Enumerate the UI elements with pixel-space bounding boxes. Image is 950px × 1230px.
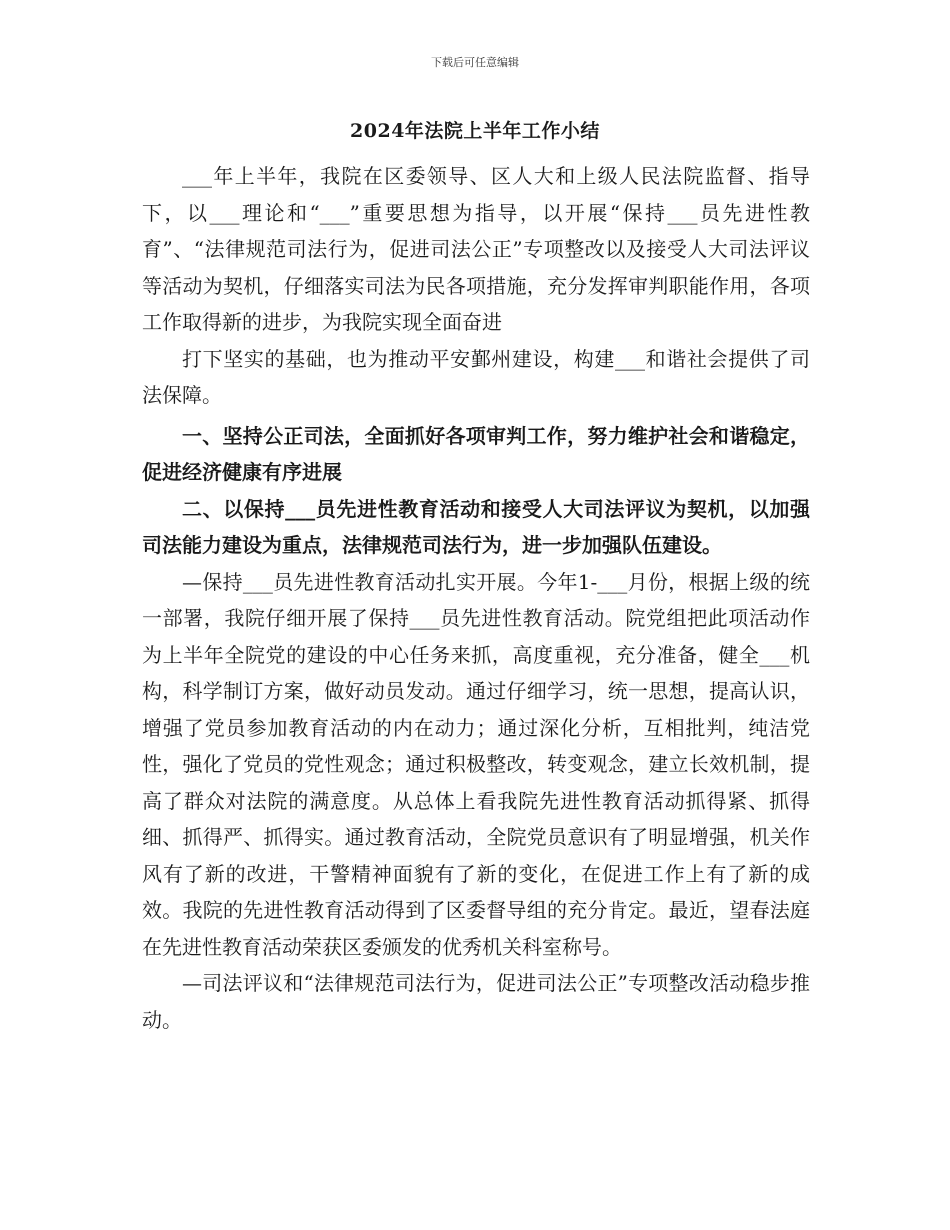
section-heading-2: 二、以保持___员先进性教育活动和接受人大司法评议为契机，以加强司法能力建设为重点，法律规范司法行为，进一步加强队伍建设。 [142,496,810,557]
document-body [142,158,810,1038]
section-heading-1: 一、坚持公正司法，全面抓好各项审判工作，努力维护社会和谐稳定，促进经济健康有序进展 [142,423,810,484]
document-title: 2024年法院上半年工作小结 [350,120,600,142]
paragraph-intro-continued: 打下坚实的基础，也为推动平安鄞州建设，构建___和谐社会提供了司法保障。 [142,346,810,407]
paragraph-intro: ___年上半年，我院在区委领导、区人大和上级人民法院监督、指导下，以___理论和“___”重要思想为指导，以开展“保持___员先进性教育”、“法律规范司法行为，促进司法公正”专项整改以及接受人大司法评议等活动为契机，仔细落实司法为民各项措施，充分发挥审判职能作用，各项工作取得新的进步，为我院实现全面奋进 [142,164,810,334]
header-note: 下载后可任意编辑 [431,56,519,69]
paragraph-education-activity: —保持___员先进性教育活动扎实开展。今年1-___月份，根据上级的统一部署，我院仔细开展了保持___员先进性教育活动。院党组把此项活动作为上半年全院党的建设的中心任务来抓，高度重视，充分准备，健全___机构，科学制订方案，做好动员发动。通过仔细学习，统一思想，提高认识，增强了党员参加教育活动的内在动力；通过深化分析，互相批判，纯洁党性，强化了党员的党性观念；通过积极整改，转变观念，建立长效机制，提高了群众对法院的满意度。从总体上看我院先进性教育活动抓得紧、抓得细、抓得严、抓得实。通过教育活动，全院党员意识有了明显增强，机关作风有了新的改进，干警精神面貌有了新的变化，在促进工作上有了新的成效。我院的先进性教育活动得到了区委督导组的充分肯定。最近，望春法庭在先进性教育活动荣获区委颁发的优秀机关科室称号。 [142,569,810,959]
paragraph-judicial-review: —司法评议和“法律规范司法行为，促进司法公正”专项整改活动稳步推动。 [142,971,810,1032]
